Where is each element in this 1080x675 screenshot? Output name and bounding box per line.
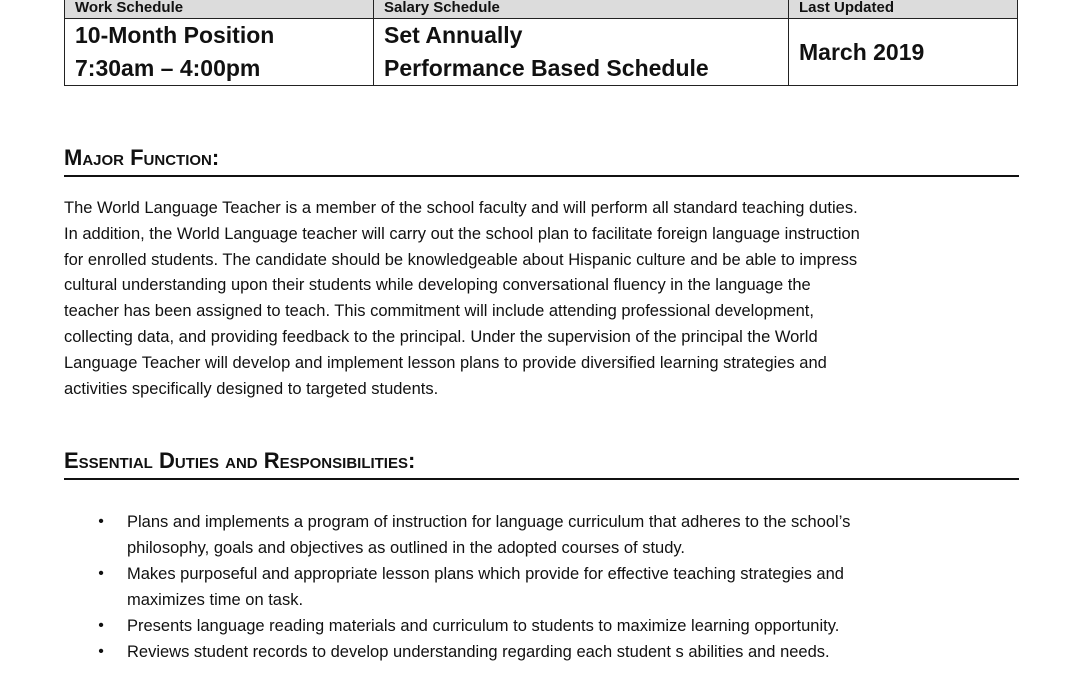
table-header-row [65,0,1018,19]
salary-schedule-line-2: Performance Based Schedule [384,55,709,81]
table-value-row [65,19,1018,86]
duty-text-line: Plans and implements a program of instruction for language curriculum that adheres to the school’s [127,513,851,531]
salary-schedule-cell [374,19,789,86]
job-info-table [64,0,1018,86]
work-schedule-hours: 7:30am – 4:00pm [75,55,261,81]
bullet-icon: • [98,513,104,530]
paragraph-line: Language Teacher will develop and implement lesson plans to provide diversified learning strategies and [64,353,827,372]
list-item [64,613,1024,639]
work-schedule-header: Work Schedule [65,0,374,19]
salary-schedule-line-1: Set Annually [384,22,523,48]
paragraph-line: activities specifically designed to targeted students. [64,379,439,398]
bullet-icon: • [98,643,104,660]
duty-text-line: maximizes time on task. [127,591,304,609]
paragraph-line: In addition, the World Language teacher will carry out the school plan to facilitate foreign language instruction [64,224,860,243]
last-updated-value: March 2019 [789,19,1018,86]
work-schedule-position: 10-Month Position [75,22,275,48]
essential-duties-heading: Essential Duties and Responsibilities: [64,448,1019,480]
duties-list [64,509,1024,665]
duty-text-line: Presents language reading materials and curriculum to students to maximize learning opportunity. [127,617,840,635]
list-item [64,561,1024,613]
bullet-icon: • [98,617,104,634]
paragraph-line: teacher has been assigned to teach. This commitment will include attending professional development, [64,302,814,321]
duty-text-line: Reviews student records to develop understanding regarding each student s abilities and needs. [127,643,830,661]
paragraph-line: cultural understanding upon their students while developing conversational fluency in the language the [64,276,811,295]
duty-text-line: Makes purposeful and appropriate lesson plans which provide for effective teaching strategies and [127,565,844,583]
bullet-icon: • [98,565,104,582]
work-schedule-cell [65,19,374,86]
major-function-heading: Major Function: [64,145,1019,177]
paragraph-line: The World Language Teacher is a member of the school faculty and will perform all standard teaching duties. [64,199,858,217]
major-function-paragraph [64,196,1024,402]
paragraph-line: for enrolled students. The candidate should be knowledgeable about Hispanic culture and be able to impress [64,250,858,269]
paragraph-line: collecting data, and providing feedback to the principal. Under the supervision of the principal the World [64,327,818,346]
salary-schedule-header: Salary Schedule [374,0,789,19]
list-item [64,639,1024,665]
last-updated-header: Last Updated [789,0,1018,19]
list-item [64,509,1024,561]
duty-text-line: philosophy, goals and objectives as outlined in the adopted courses of study. [127,539,686,557]
